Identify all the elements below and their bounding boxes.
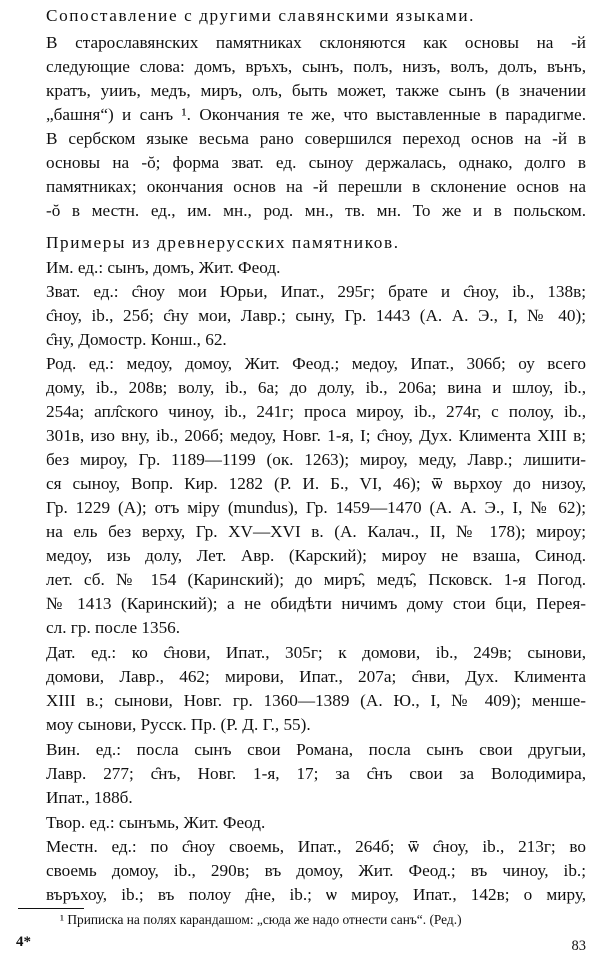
examples-heading: Примеры из древнерусских памятников. [46,233,400,252]
example-line: сл. гр. после 1356. [46,618,181,637]
page-number: 83 [571,938,586,954]
text-line: В сербском языке весьма рано совершился переход основ на -й в [46,129,586,148]
example-line: с̑ноу, ib., 25б; с̑ну мои, Лавр.; сыну, Гр. 1443 (А. А. Э., I, № 40); [46,306,586,325]
example-line: 301в, изо вну, ib., 206б; медоу, Новг. 1-я, I; с̑ноу, Дух. Климента XIII в; [46,426,586,445]
example-line: № 1413 (Каринский); а не обидѣти ничимъ дому стои бци, Перея- [46,594,586,613]
text-line: В старославянских памятниках склоняются как основы на -й [46,33,586,52]
footnote: ¹ Приписка на полях карандашом: „сюда же надо отнести санъ“. (Ред.) [60,912,462,927]
text-line: „башня“) и санъ ¹. Окончания те же, что выставленные в парадигме. [46,105,586,124]
text-line: основы на -ŏ; форма зват. ед. сыноу держалась, однако, долго в [46,153,586,172]
example-line: без мироу, Гр. 1189—1199 (ок. 1263); мироу, меду, Лавр.; лишити- [46,450,586,469]
example-line: Вин. ед.: посла сынъ свои Романа, посла сынъ свои другыи, [46,740,586,759]
example-line: моу сынови, Русск. Пр. (Р. Д. Г., 55). [46,715,311,734]
example-line: Зват. ед.: с̑ноу мои Юрьи, Ипат., 295г; брате и с̑ноу, ib., 138в; [46,282,586,301]
example-line: Гр. 1229 (А); отъ міру (mundus), Гр. 1459—1470 (А. А. Э., I, № 62); [46,498,586,517]
example-line: Твор. ед.: сынъмь, Жит. Феод. [46,813,266,832]
section-heading: Сопоставление с другими славянскими языками. [46,6,476,25]
text-line: -ŏ в местн. ед., им. мн., род. мн., тв. мн. То же и в польском. [46,201,586,220]
example-line: своемь домоу, ib., 290в; въ домоу, Жит. Феод.; въ чиноу, ib.; [46,861,586,880]
example-line: с̑ну, Домостр. Конш., 62. [46,330,227,349]
example-line: дому, ib., 208в; волу, ib., 6а; до долу, ib., 206а; вина и шлоу, ib., [46,378,586,397]
example-line: 254а; апл̑ского чиноу, ib., 241г; проса мироу, ib., 274г, с полоу, ib., [46,402,586,421]
example-line: Им. ед.: сынъ, домъ, Жит. Феод. [46,258,281,277]
example-line: на ель без верху, Гр. XV—XVI в. (А. Калач., II, № 178); мироу; [46,522,586,541]
text-line: памятниках; окончания основ на -й перешли в склонение основ на [46,177,586,196]
example-line: Местн. ед.: по с̑ноу своемь, Ипат., 264б; ѿ с̑ноу, ib., 213г; во [46,837,586,856]
example-line: Лавр. 277; с̑нъ, Новг. 1-я, 17; за с̑нъ свои за Володимира, [46,764,586,783]
footnote-rule [18,908,84,909]
example-line: въръхоу, ib.; въ полоу д̑не, ib.; ѡ мироу, Ипат., 142в; о миру, [46,885,586,904]
text-line: кратъ, уииъ, медъ, миръ, олъ, быть может, также сынъ (в значении [46,81,586,100]
example-line: Род. ед.: медоу, домоу, Жит. Феод.; медоу, Ипат., 306б; оу всего [46,354,586,373]
example-line: лет. сб. № 154 (Каринский); до миръ̑, медъ̑, Псковск. 1-я Погод. [46,570,586,589]
example-line: медоу, изь долу, Лет. Авр. (Карский); мироу не взаша, Синод. [46,546,586,565]
signature-mark: 4* [16,934,31,950]
example-line: домови, Лавр., 462; мирови, Ипат., 207а; с̑нви, Дух. Климента [46,667,586,686]
example-line: Ипат., 188б. [46,788,133,807]
example-line: XIII в.; сынови, Новг. гр. 1360—1389 (А. Ю., I, № 409); менше- [46,691,586,710]
example-line: ся сыноу, Вопр. Кир. 1282 (Р. И. Б., VI, 46); ѿ вьрхоу до низоу, [46,474,586,493]
text-line: следующие слова: домъ, връхъ, сынъ, полъ, низъ, волъ, долъ, вънъ, [46,57,586,76]
example-line: Дат. ед.: ко с̑нови, Ипат., 305г; к домови, ib., 249в; сынови, [46,643,586,662]
